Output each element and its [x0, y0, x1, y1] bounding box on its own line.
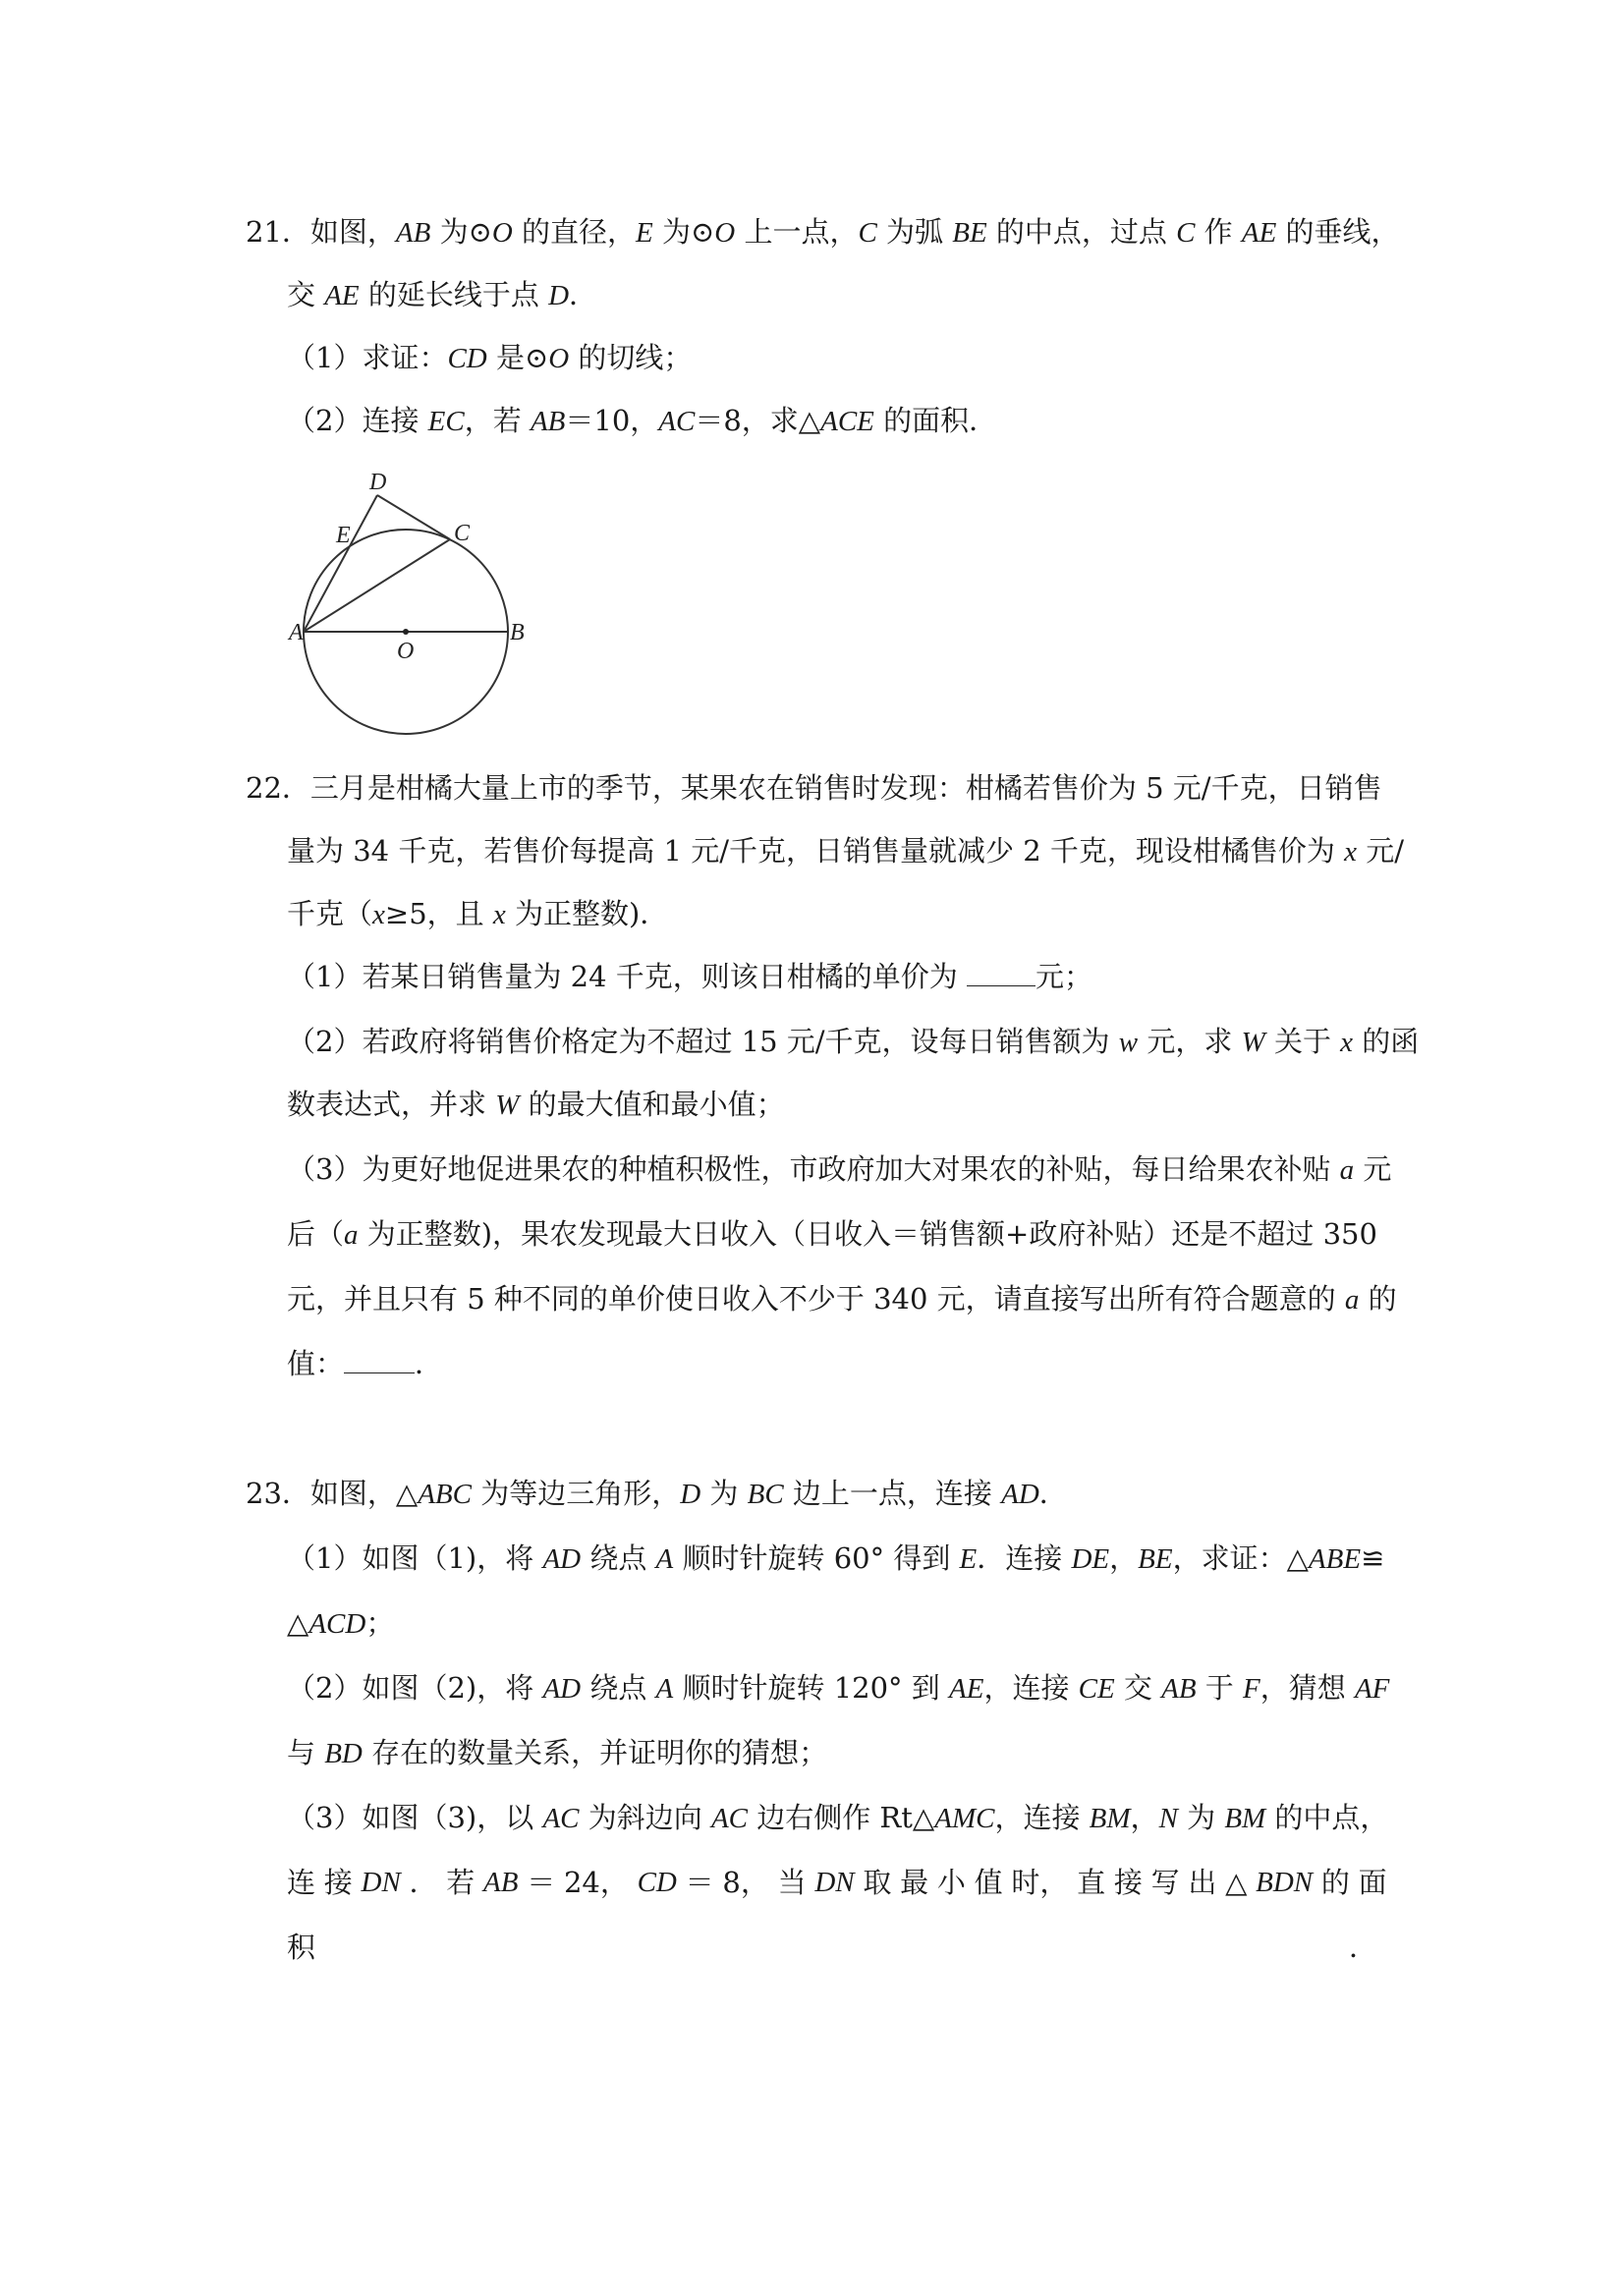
- text: ，连接: [983, 1671, 1079, 1705]
- var: AB: [530, 406, 566, 437]
- var: AB: [483, 1867, 519, 1898]
- q21-line-2: [287, 275, 597, 315]
- q21-part-2: [287, 401, 997, 441]
- var: W: [1241, 1027, 1265, 1058]
- q22-part-2-line-1: [287, 1022, 1419, 1062]
- text: 元；: [1035, 960, 1093, 993]
- text: 元，求: [1138, 1025, 1242, 1058]
- text: 边右侧作 Rt△: [748, 1801, 935, 1834]
- var: AE: [949, 1673, 984, 1705]
- text: 如图，: [309, 215, 396, 249]
- circle-symbol: ⊙O: [524, 343, 570, 374]
- text: ≥5，且: [384, 897, 493, 930]
- var: AC: [710, 1803, 748, 1834]
- var: F: [1243, 1673, 1260, 1705]
- q22-line-3: [287, 894, 668, 934]
- text: 交: [1114, 1671, 1162, 1705]
- q23-part-1-line-2: [287, 1603, 394, 1644]
- var: BE: [1138, 1543, 1173, 1575]
- text: 最: [900, 1866, 929, 1899]
- label-c: C: [454, 521, 471, 546]
- var: AE: [324, 280, 360, 311]
- circle-symbol: ⊙O: [690, 217, 736, 249]
- text: ；: [365, 1606, 395, 1640]
- var: AMC: [934, 1803, 995, 1834]
- q22-part-3-line-2: [287, 1214, 1377, 1255]
- var: BDN: [1256, 1867, 1314, 1898]
- text: ．连接: [977, 1541, 1072, 1575]
- label-o: O: [397, 639, 415, 664]
- var: w: [1118, 1027, 1139, 1058]
- var: BM: [1089, 1803, 1131, 1834]
- text: 存在的数量关系，并证明你的猜想；: [362, 1736, 828, 1769]
- var: BM: [1224, 1803, 1266, 1834]
- text: 是: [486, 341, 525, 374]
- text: 与: [287, 1736, 325, 1769]
- text: 面: [1358, 1866, 1387, 1899]
- var: a: [344, 1219, 359, 1251]
- text: ．: [409, 1866, 438, 1899]
- var: x: [1340, 1027, 1354, 1058]
- var: ACE: [820, 406, 874, 437]
- var: N: [1158, 1803, 1178, 1834]
- text: 于: [1196, 1671, 1244, 1705]
- var: C: [1176, 217, 1196, 249]
- var: ABE: [1308, 1543, 1362, 1575]
- text: 千克（: [287, 897, 373, 930]
- text: 的切线；: [569, 341, 693, 374]
- q22-line-2: [287, 831, 1404, 871]
- text: △: [1225, 1866, 1248, 1899]
- text: ．: [1348, 1931, 1377, 1964]
- var: a: [1344, 1284, 1360, 1316]
- text: 直: [1077, 1866, 1106, 1899]
- text: ，若: [464, 404, 531, 437]
- line-ac: [304, 539, 450, 632]
- text: 的中点，: [1265, 1801, 1389, 1834]
- q23-part-2-line-1: [287, 1668, 1389, 1708]
- text: 绕点: [581, 1541, 656, 1575]
- text: 取: [863, 1866, 892, 1899]
- var: x: [492, 899, 506, 930]
- var: E: [636, 217, 653, 249]
- q22-number: 22．: [246, 771, 310, 805]
- q22-line-1: [246, 768, 1382, 808]
- text: 元: [1354, 1152, 1392, 1186]
- var: DE: [1071, 1543, 1110, 1575]
- var: BD: [324, 1738, 363, 1769]
- var: ACD: [308, 1608, 366, 1640]
- var: BC: [747, 1479, 784, 1510]
- text: 积: [287, 1931, 316, 1964]
- text: 时，: [1011, 1866, 1069, 1899]
- text: （3）如图（3)，以: [287, 1801, 543, 1834]
- text: ＝8，求△: [695, 404, 821, 437]
- text: （3）为更好地促进果农的种植积极性，市政府加大对果农的补贴，每日给果农补贴: [287, 1152, 1340, 1186]
- text: ，: [1109, 1541, 1139, 1575]
- text: 若: [446, 1866, 476, 1899]
- var: CE: [1078, 1673, 1115, 1705]
- q22-part-3-line-3: [287, 1279, 1397, 1319]
- var: a: [1339, 1154, 1355, 1186]
- var: AB: [1161, 1673, 1197, 1705]
- text: 为正整数)．: [505, 897, 669, 930]
- var: DN: [814, 1867, 855, 1898]
- text: ≌: [1361, 1541, 1385, 1575]
- q23-line-1: [246, 1474, 1068, 1514]
- text: ＝: [685, 1866, 714, 1899]
- text: 顺时针旋转 120° 到: [673, 1671, 949, 1705]
- text: 后（: [287, 1217, 345, 1251]
- label-a: A: [289, 620, 304, 645]
- text: 上一点，: [735, 215, 859, 249]
- text: 为正整数)，果农发现最大日收入（日收入＝销售额+政府补贴）还是不超过 350: [358, 1217, 1377, 1251]
- var: AF: [1354, 1673, 1390, 1705]
- q23-part-3-line-1: [287, 1798, 1388, 1838]
- var: AE: [1241, 217, 1277, 249]
- q22-part-2-line-2: [287, 1085, 785, 1125]
- q23-part-3-line-3: [287, 1928, 1377, 1967]
- text: 的垂线，: [1276, 215, 1400, 249]
- text: 出: [1188, 1866, 1217, 1899]
- var: D: [548, 280, 570, 311]
- var: CD: [447, 343, 487, 374]
- circle-symbol: ⊙O: [468, 217, 513, 249]
- text: 的直径，: [512, 215, 637, 249]
- text: 作: [1195, 215, 1242, 249]
- q22-part-3-line-1: [287, 1149, 1391, 1190]
- text: （2）连接: [287, 404, 428, 437]
- var: x: [1344, 836, 1357, 868]
- var: AC: [658, 406, 696, 437]
- text: 的: [1359, 1282, 1397, 1316]
- answer-blank[interactable]: [344, 1345, 415, 1373]
- var: AD: [542, 1543, 582, 1575]
- text: 三月是柑橘大量上市的季节，某果农在销售时发现：柑橘若售价为 5 元/千克，日销售: [309, 771, 1382, 805]
- text: 接: [1113, 1866, 1143, 1899]
- q21-line-1: [246, 212, 1400, 252]
- text: 顺时针旋转 60° 得到: [673, 1541, 960, 1575]
- text: ＝: [527, 1866, 556, 1899]
- q23-number: 23．: [246, 1477, 310, 1510]
- var: x: [372, 899, 385, 930]
- text: ．: [415, 1347, 444, 1380]
- text: 数表达式，并求: [287, 1088, 496, 1121]
- text: ＝10，: [565, 404, 659, 437]
- text: 为: [1177, 1801, 1225, 1834]
- text: 元/: [1356, 834, 1404, 868]
- q23-part-2-line-2: [287, 1733, 827, 1773]
- var: ABC: [418, 1479, 472, 1510]
- var: A: [655, 1673, 674, 1705]
- q23-part-3-line-2: [287, 1863, 1387, 1902]
- center-point: [403, 629, 409, 635]
- line-ad: [304, 495, 377, 632]
- text: 的函: [1353, 1025, 1420, 1058]
- text: ，连接: [994, 1801, 1090, 1834]
- text: 当: [777, 1866, 807, 1899]
- label-e: E: [336, 523, 351, 548]
- label-b: B: [510, 620, 525, 645]
- text: △: [287, 1606, 309, 1640]
- text: 交: [287, 278, 325, 311]
- var: CD: [637, 1867, 677, 1898]
- var: DN: [361, 1867, 401, 1898]
- text: 如图，△: [309, 1477, 419, 1510]
- var: E: [959, 1543, 978, 1575]
- text: 的延长线于点: [359, 278, 549, 311]
- var: A: [655, 1543, 674, 1575]
- label-d: D: [369, 470, 387, 495]
- line-dc: [377, 495, 450, 539]
- var: W: [495, 1090, 520, 1121]
- text: （1）如图（1)，将: [287, 1541, 543, 1575]
- text: （1）若某日销售量为 24 千克，则该日柑橘的单价为: [287, 960, 968, 993]
- q21-part-1: [287, 338, 692, 378]
- text: （2）若政府将销售价格定为不超过 15 元/千克，设每日销售额为: [287, 1025, 1119, 1058]
- text: 8，: [722, 1866, 769, 1899]
- q22-part-3-line-4: [287, 1344, 443, 1383]
- q23-part-1-line-1: [287, 1539, 1384, 1579]
- text: ．: [1038, 1477, 1068, 1510]
- text: 为: [700, 1477, 748, 1510]
- text: 为斜边向: [579, 1801, 711, 1834]
- text: 边上一点，连接: [783, 1477, 1002, 1510]
- text: 的: [1320, 1866, 1350, 1899]
- text: 元，并且只有 5 种不同的单价使日收入不少于 340 元，请直接写出所有符合题意的: [287, 1282, 1345, 1316]
- q21-figure: [285, 470, 540, 745]
- text: ，猜想: [1259, 1671, 1355, 1705]
- q21-number: 21．: [246, 215, 310, 249]
- text: 小: [936, 1866, 966, 1899]
- text: 连: [287, 1866, 316, 1899]
- var: BE: [952, 217, 987, 249]
- var: AB: [395, 217, 431, 249]
- var: EC: [427, 406, 465, 437]
- text: 值：: [287, 1347, 345, 1380]
- text: ，: [1130, 1801, 1159, 1834]
- text: 量为 34 千克，若售价每提高 1 元/千克，日销售量就减少 2 千克，现设柑橘售价为: [287, 834, 1345, 868]
- text: 为弧: [876, 215, 953, 249]
- text: 的中点，过点: [986, 215, 1177, 249]
- text: 值: [974, 1866, 1003, 1899]
- var: AD: [542, 1673, 582, 1705]
- text: 为: [652, 215, 691, 249]
- text: ，求证：△: [1172, 1541, 1309, 1575]
- var: C: [858, 217, 877, 249]
- q22-part-1: [287, 957, 1092, 996]
- var: AC: [542, 1803, 580, 1834]
- text: 为: [430, 215, 469, 249]
- text: （1）求证：: [287, 341, 448, 374]
- var: D: [680, 1479, 701, 1510]
- text: 绕点: [581, 1671, 656, 1705]
- text: 写: [1150, 1866, 1180, 1899]
- var: AD: [1001, 1479, 1039, 1510]
- text: ．: [569, 278, 598, 311]
- text: 为等边三角形，: [472, 1477, 681, 1510]
- text: 的最大值和最小值；: [519, 1088, 785, 1121]
- answer-blank[interactable]: [967, 958, 1035, 986]
- text: （2）如图（2)，将: [287, 1671, 543, 1705]
- text: 关于: [1264, 1025, 1341, 1058]
- text: 24，: [563, 1866, 629, 1899]
- text: 接: [323, 1866, 353, 1899]
- text: 的面积．: [873, 404, 998, 437]
